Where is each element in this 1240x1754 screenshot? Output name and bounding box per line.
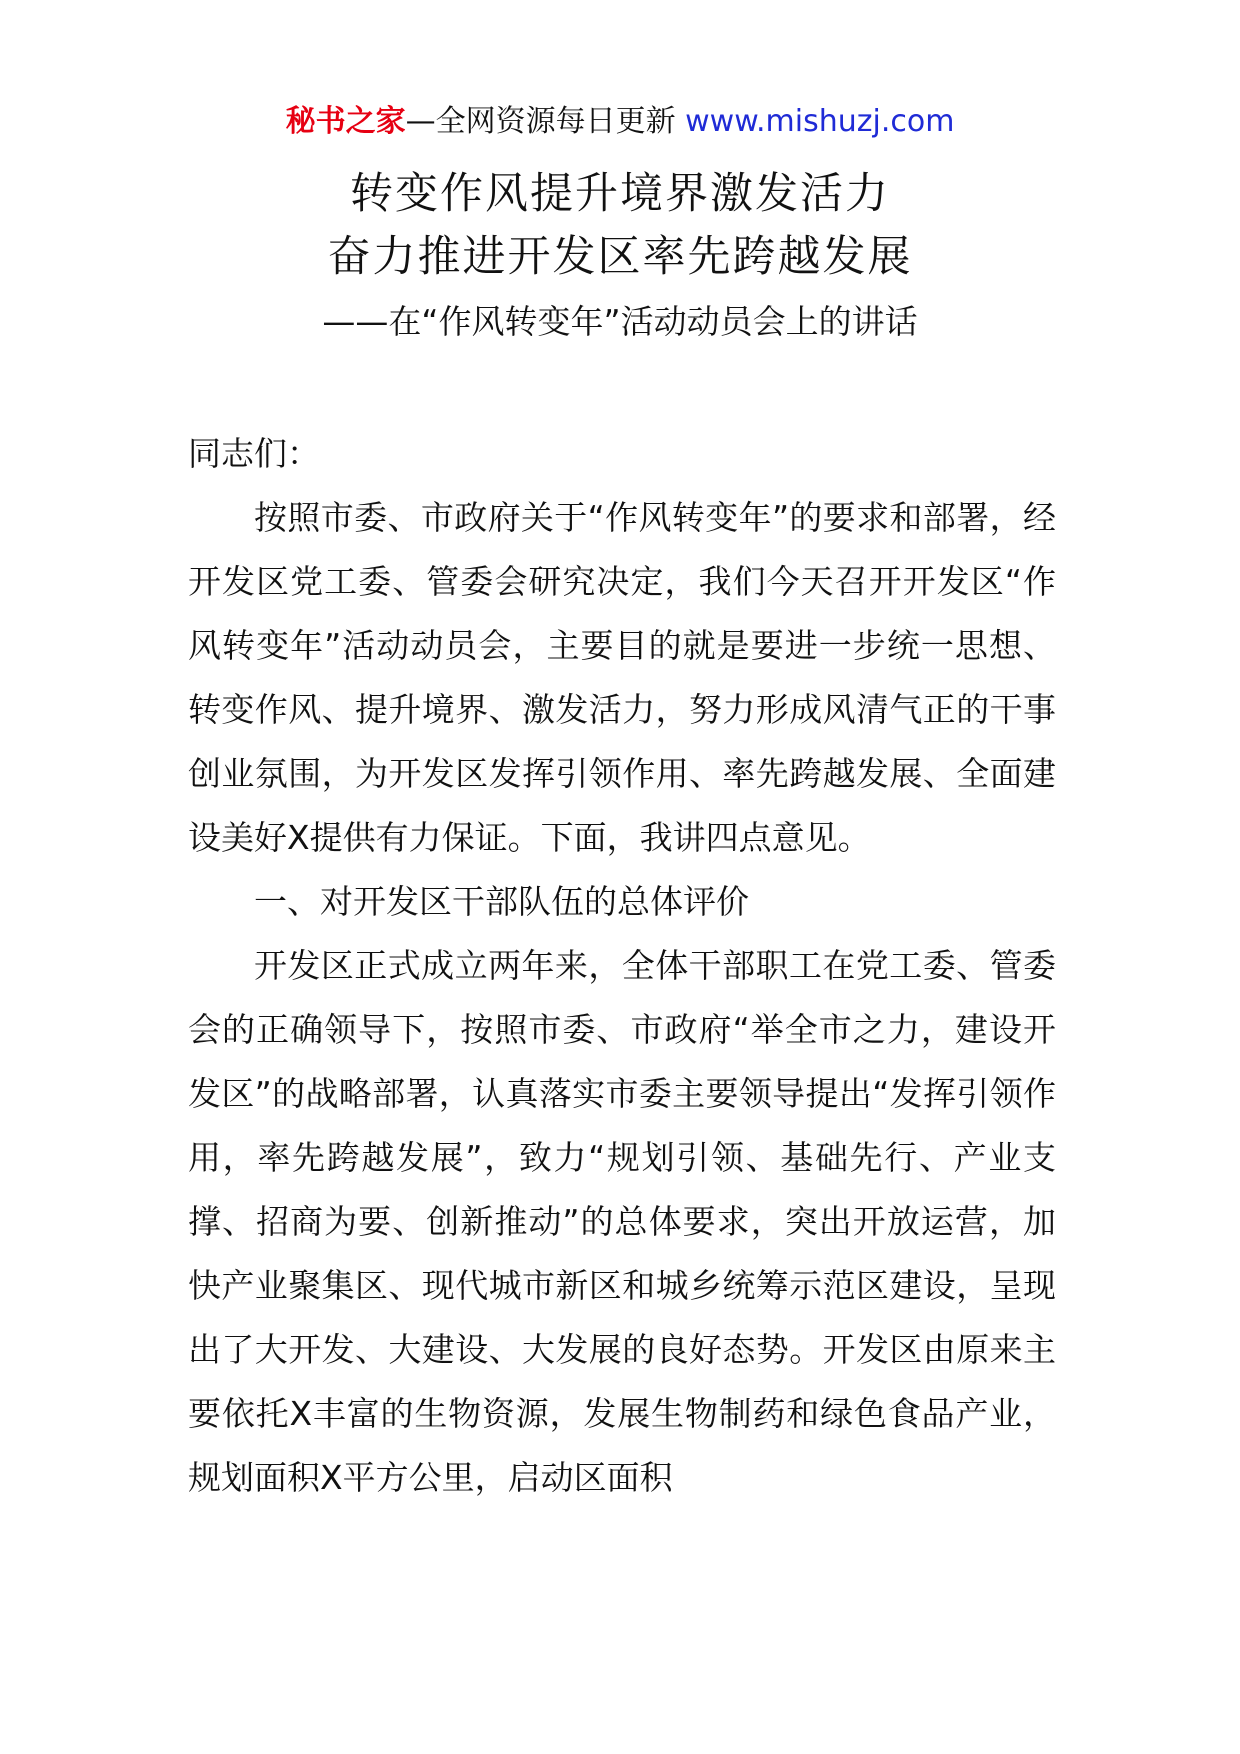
paragraph-2: 开发区正式成立两年来，全体干部职工在党工委、管委会的正确领导下，按照市委、市政府“举全市之力，建设开发区”的战略部署，认真落实市委主要领导提出“发挥引领作用，率先跨越发展”，致力“规划引领、基础先行、产业支撑、招商为要、创新推动”的总体要求，突出开放运营，加快产业聚集区、现代城市新区和城乡统筹示范区建设，呈现出了大开发、大建设、大发展的良好态势。开发区由原来主要依托X丰富的生物资源，发展生物制药和绿色食品产业，规划面积X平方公里，启动区面积 (188, 946, 1056, 1497)
site-url-link[interactable]: www.mishuzj.com (685, 104, 955, 139)
document-body (188, 422, 1056, 1510)
paragraph-1: 按照市委、市政府关于“作风转变年”的要求和部署，经开发区党工委、管委会研究决定，我们今天召开开发区“作风转变年”活动动员会，主要目的就是要进一步统一思想、转变作风、提升境界、激发活力，努力形成风清气正的干事创业氛围，为开发区发挥引领作用、率先跨越发展、全面建设美好X提供有力保证。下面，我讲四点意见。 (188, 498, 1056, 857)
document-title-line-1: 转变作风提升境界激发活力 (350, 169, 890, 219)
document-subtitle: ——在“作风转变年”活动动员会上的讲话 (322, 302, 918, 341)
document-title-line-2: 奋力推进开发区率先跨越发展 (327, 232, 913, 282)
section-heading-1: 一、对开发区干部队伍的总体评价 (254, 882, 749, 921)
site-header (0, 100, 1240, 144)
site-brand: 秘书之家 (285, 104, 406, 139)
site-tagline: —全网资源每日更新 (405, 104, 676, 139)
salutation: 同志们： (188, 434, 320, 473)
